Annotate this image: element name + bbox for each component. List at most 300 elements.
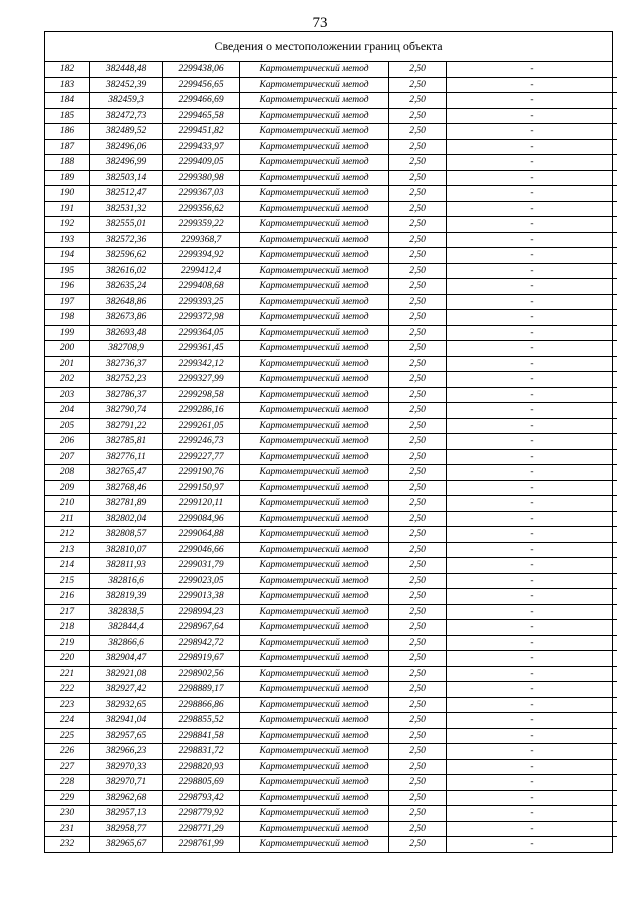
x-coordinate-cell: 382496,06: [90, 139, 163, 155]
point-number-cell: 206: [45, 434, 90, 450]
method-cell: Картометрический метод: [240, 759, 389, 775]
point-number-cell: 229: [45, 790, 90, 806]
table-row: [45, 387, 617, 403]
table-row: [45, 558, 617, 574]
note-cell: -: [447, 356, 618, 372]
table-row: [45, 806, 617, 822]
accuracy-cell: 2,50: [389, 170, 447, 186]
table-row: [45, 201, 617, 217]
accuracy-cell: 2,50: [389, 728, 447, 744]
accuracy-cell: 2,50: [389, 744, 447, 760]
y-coordinate-cell: 2299451,82: [163, 124, 240, 140]
method-cell: Картометрический метод: [240, 511, 389, 527]
method-cell: Картометрический метод: [240, 821, 389, 837]
accuracy-cell: 2,50: [389, 186, 447, 202]
y-coordinate-cell: 2299013,38: [163, 589, 240, 605]
accuracy-cell: 2,50: [389, 341, 447, 357]
point-number-cell: 186: [45, 124, 90, 140]
y-coordinate-cell: 2298902,56: [163, 666, 240, 682]
y-coordinate-cell: 2299359,22: [163, 217, 240, 233]
x-coordinate-cell: 382838,5: [90, 604, 163, 620]
y-coordinate-cell: 2298793,42: [163, 790, 240, 806]
y-coordinate-cell: 2299408,68: [163, 279, 240, 295]
table-row: [45, 372, 617, 388]
point-number-cell: 192: [45, 217, 90, 233]
point-number-cell: 225: [45, 728, 90, 744]
x-coordinate-cell: 382648,86: [90, 294, 163, 310]
accuracy-cell: 2,50: [389, 759, 447, 775]
table-row: [45, 325, 617, 341]
note-cell: -: [447, 325, 618, 341]
method-cell: Картометрический метод: [240, 372, 389, 388]
y-coordinate-cell: 2299466,69: [163, 93, 240, 109]
y-coordinate-cell: 2299456,65: [163, 77, 240, 93]
point-number-cell: 228: [45, 775, 90, 791]
method-cell: Картометрический метод: [240, 139, 389, 155]
method-cell: Картометрический метод: [240, 232, 389, 248]
accuracy-cell: 2,50: [389, 217, 447, 233]
table-row: [45, 527, 617, 543]
point-number-cell: 230: [45, 806, 90, 822]
y-coordinate-cell: 2298919,67: [163, 651, 240, 667]
method-cell: Картометрический метод: [240, 775, 389, 791]
point-number-cell: 232: [45, 837, 90, 852]
note-cell: -: [447, 77, 618, 93]
x-coordinate-cell: 382808,57: [90, 527, 163, 543]
point-number-cell: 227: [45, 759, 90, 775]
x-coordinate-cell: 382448,48: [90, 62, 163, 77]
y-coordinate-cell: 2299433,97: [163, 139, 240, 155]
x-coordinate-cell: 382790,74: [90, 403, 163, 419]
point-number-cell: 217: [45, 604, 90, 620]
method-cell: Картометрический метод: [240, 651, 389, 667]
x-coordinate-cell: 382765,47: [90, 465, 163, 481]
note-cell: -: [447, 790, 618, 806]
note-cell: -: [447, 558, 618, 574]
y-coordinate-cell: 2298761,99: [163, 837, 240, 852]
table-row: [45, 139, 617, 155]
y-coordinate-cell: 2299084,96: [163, 511, 240, 527]
table-row: [45, 403, 617, 419]
x-coordinate-cell: 382957,65: [90, 728, 163, 744]
note-cell: -: [447, 465, 618, 481]
x-coordinate-cell: 382791,22: [90, 418, 163, 434]
table-row: [45, 666, 617, 682]
accuracy-cell: 2,50: [389, 697, 447, 713]
table-row: [45, 573, 617, 589]
x-coordinate-cell: 382786,37: [90, 387, 163, 403]
method-cell: Картометрический метод: [240, 124, 389, 140]
accuracy-cell: 2,50: [389, 635, 447, 651]
point-number-cell: 201: [45, 356, 90, 372]
note-cell: -: [447, 170, 618, 186]
method-cell: Картометрический метод: [240, 248, 389, 264]
accuracy-cell: 2,50: [389, 279, 447, 295]
x-coordinate-cell: 382785,81: [90, 434, 163, 450]
method-cell: Картометрический метод: [240, 201, 389, 217]
x-coordinate-cell: 382673,86: [90, 310, 163, 326]
y-coordinate-cell: 2299380,98: [163, 170, 240, 186]
y-coordinate-cell: 2299409,05: [163, 155, 240, 171]
y-coordinate-cell: 2298771,29: [163, 821, 240, 837]
y-coordinate-cell: 2299023,05: [163, 573, 240, 589]
point-number-cell: 208: [45, 465, 90, 481]
y-coordinate-cell: 2298805,69: [163, 775, 240, 791]
x-coordinate-cell: 382844,4: [90, 620, 163, 636]
method-cell: Картометрический метод: [240, 186, 389, 202]
table-row: [45, 217, 617, 233]
accuracy-cell: 2,50: [389, 589, 447, 605]
method-cell: Картометрический метод: [240, 418, 389, 434]
table-title: Сведения о местоположении границ объекта: [45, 32, 612, 62]
note-cell: -: [447, 589, 618, 605]
accuracy-cell: 2,50: [389, 232, 447, 248]
accuracy-cell: 2,50: [389, 434, 447, 450]
y-coordinate-cell: 2299031,79: [163, 558, 240, 574]
accuracy-cell: 2,50: [389, 806, 447, 822]
point-number-cell: 219: [45, 635, 90, 651]
point-number-cell: 209: [45, 480, 90, 496]
y-coordinate-cell: 2299120,11: [163, 496, 240, 512]
method-cell: Картометрический метод: [240, 387, 389, 403]
note-cell: -: [447, 759, 618, 775]
note-cell: -: [447, 728, 618, 744]
y-coordinate-cell: 2299227,77: [163, 449, 240, 465]
method-cell: Картометрический метод: [240, 573, 389, 589]
x-coordinate-cell: 382596,62: [90, 248, 163, 264]
y-coordinate-cell: 2299327,99: [163, 372, 240, 388]
y-coordinate-cell: 2298831,72: [163, 744, 240, 760]
x-coordinate-cell: 382921,08: [90, 666, 163, 682]
method-cell: Картометрический метод: [240, 697, 389, 713]
table-row: [45, 62, 617, 77]
method-cell: Картометрический метод: [240, 263, 389, 279]
x-coordinate-cell: 382693,48: [90, 325, 163, 341]
y-coordinate-cell: 2299412,4: [163, 263, 240, 279]
x-coordinate-cell: 382958,77: [90, 821, 163, 837]
point-number-cell: 211: [45, 511, 90, 527]
method-cell: Картометрический метод: [240, 310, 389, 326]
x-coordinate-cell: 382970,33: [90, 759, 163, 775]
method-cell: Картометрический метод: [240, 77, 389, 93]
x-coordinate-cell: 382768,46: [90, 480, 163, 496]
note-cell: -: [447, 186, 618, 202]
method-cell: Картометрический метод: [240, 806, 389, 822]
note-cell: -: [447, 263, 618, 279]
table-row: [45, 744, 617, 760]
point-number-cell: 199: [45, 325, 90, 341]
method-cell: Картометрический метод: [240, 434, 389, 450]
x-coordinate-cell: 382776,11: [90, 449, 163, 465]
table-row: [45, 775, 617, 791]
y-coordinate-cell: 2298779,92: [163, 806, 240, 822]
note-cell: -: [447, 372, 618, 388]
point-number-cell: 218: [45, 620, 90, 636]
accuracy-cell: 2,50: [389, 403, 447, 419]
x-coordinate-cell: 382503,14: [90, 170, 163, 186]
point-number-cell: 220: [45, 651, 90, 667]
note-cell: -: [447, 387, 618, 403]
point-number-cell: 226: [45, 744, 90, 760]
table-row: [45, 542, 617, 558]
x-coordinate-cell: 382752,23: [90, 372, 163, 388]
note-cell: -: [447, 93, 618, 109]
note-cell: -: [447, 666, 618, 682]
point-number-cell: 191: [45, 201, 90, 217]
table-row: [45, 589, 617, 605]
y-coordinate-cell: 2299393,25: [163, 294, 240, 310]
x-coordinate-cell: 382819,39: [90, 589, 163, 605]
x-coordinate-cell: 382810,07: [90, 542, 163, 558]
point-number-cell: 203: [45, 387, 90, 403]
point-number-cell: 187: [45, 139, 90, 155]
method-cell: Картометрический метод: [240, 713, 389, 729]
x-coordinate-cell: 382736,37: [90, 356, 163, 372]
point-number-cell: 198: [45, 310, 90, 326]
accuracy-cell: 2,50: [389, 449, 447, 465]
table-row: [45, 77, 617, 93]
point-number-cell: 210: [45, 496, 90, 512]
method-cell: Картометрический метод: [240, 542, 389, 558]
point-number-cell: 185: [45, 108, 90, 124]
table-row: [45, 449, 617, 465]
point-number-cell: 216: [45, 589, 90, 605]
note-cell: -: [447, 418, 618, 434]
accuracy-cell: 2,50: [389, 511, 447, 527]
method-cell: Картометрический метод: [240, 465, 389, 481]
y-coordinate-cell: 2298889,17: [163, 682, 240, 698]
point-number-cell: 202: [45, 372, 90, 388]
point-number-cell: 197: [45, 294, 90, 310]
note-cell: -: [447, 217, 618, 233]
y-coordinate-cell: 2299342,12: [163, 356, 240, 372]
method-cell: Картометрический метод: [240, 341, 389, 357]
method-cell: Картометрический метод: [240, 604, 389, 620]
accuracy-cell: 2,50: [389, 139, 447, 155]
note-cell: -: [447, 821, 618, 837]
x-coordinate-cell: 382962,68: [90, 790, 163, 806]
point-number-cell: 215: [45, 573, 90, 589]
method-cell: Картометрический метод: [240, 62, 389, 77]
y-coordinate-cell: 2298967,64: [163, 620, 240, 636]
point-number-cell: 214: [45, 558, 90, 574]
method-cell: Картометрический метод: [240, 217, 389, 233]
note-cell: -: [447, 124, 618, 140]
y-coordinate-cell: 2299150,97: [163, 480, 240, 496]
note-cell: -: [447, 480, 618, 496]
note-cell: -: [447, 108, 618, 124]
note-cell: -: [447, 449, 618, 465]
note-cell: -: [447, 775, 618, 791]
table-row: [45, 821, 617, 837]
x-coordinate-cell: 382811,93: [90, 558, 163, 574]
accuracy-cell: 2,50: [389, 558, 447, 574]
y-coordinate-cell: 2299298,58: [163, 387, 240, 403]
note-cell: -: [447, 496, 618, 512]
accuracy-cell: 2,50: [389, 248, 447, 264]
point-number-cell: 224: [45, 713, 90, 729]
note-cell: -: [447, 542, 618, 558]
x-coordinate-cell: 382970,71: [90, 775, 163, 791]
page-number: 73: [312, 15, 328, 31]
x-coordinate-cell: 382572,36: [90, 232, 163, 248]
note-cell: -: [447, 620, 618, 636]
x-coordinate-cell: 382816,6: [90, 573, 163, 589]
accuracy-cell: 2,50: [389, 666, 447, 682]
x-coordinate-cell: 382555,01: [90, 217, 163, 233]
note-cell: -: [447, 201, 618, 217]
accuracy-cell: 2,50: [389, 77, 447, 93]
x-coordinate-cell: 382616,02: [90, 263, 163, 279]
accuracy-cell: 2,50: [389, 155, 447, 171]
point-number-cell: 212: [45, 527, 90, 543]
table-row: [45, 651, 617, 667]
accuracy-cell: 2,50: [389, 837, 447, 852]
table-row: [45, 759, 617, 775]
note-cell: -: [447, 573, 618, 589]
y-coordinate-cell: 2299046,66: [163, 542, 240, 558]
x-coordinate-cell: 382904,47: [90, 651, 163, 667]
method-cell: Картометрический метод: [240, 325, 389, 341]
point-number-cell: 183: [45, 77, 90, 93]
y-coordinate-cell: 2299361,45: [163, 341, 240, 357]
y-coordinate-cell: 2299368,7: [163, 232, 240, 248]
x-coordinate-cell: 382802,04: [90, 511, 163, 527]
table-row: [45, 294, 617, 310]
y-coordinate-cell: 2299261,05: [163, 418, 240, 434]
y-coordinate-cell: 2299356,62: [163, 201, 240, 217]
method-cell: Картометрический метод: [240, 496, 389, 512]
accuracy-cell: 2,50: [389, 821, 447, 837]
table-row: [45, 310, 617, 326]
note-cell: -: [447, 806, 618, 822]
table-row: [45, 108, 617, 124]
method-cell: Картометрический метод: [240, 155, 389, 171]
method-cell: Картометрический метод: [240, 837, 389, 852]
point-number-cell: 195: [45, 263, 90, 279]
accuracy-cell: 2,50: [389, 93, 447, 109]
note-cell: -: [447, 511, 618, 527]
accuracy-cell: 2,50: [389, 573, 447, 589]
accuracy-cell: 2,50: [389, 496, 447, 512]
note-cell: -: [447, 403, 618, 419]
point-number-cell: 213: [45, 542, 90, 558]
table-row: [45, 604, 617, 620]
method-cell: Картометрический метод: [240, 449, 389, 465]
method-cell: Картометрический метод: [240, 403, 389, 419]
y-coordinate-cell: 2298820,93: [163, 759, 240, 775]
note-cell: -: [447, 310, 618, 326]
note-cell: -: [447, 713, 618, 729]
table-row: [45, 713, 617, 729]
method-cell: Картометрический метод: [240, 744, 389, 760]
point-number-cell: 190: [45, 186, 90, 202]
x-coordinate-cell: 382489,52: [90, 124, 163, 140]
point-number-cell: 196: [45, 279, 90, 295]
table-row: [45, 511, 617, 527]
x-coordinate-cell: 382496,99: [90, 155, 163, 171]
y-coordinate-cell: 2299394,92: [163, 248, 240, 264]
x-coordinate-cell: 382635,24: [90, 279, 163, 295]
accuracy-cell: 2,50: [389, 62, 447, 77]
table-row: [45, 356, 617, 372]
table-row: [45, 248, 617, 264]
x-coordinate-cell: 382866,6: [90, 635, 163, 651]
note-cell: -: [447, 62, 618, 77]
y-coordinate-cell: 2299286,16: [163, 403, 240, 419]
method-cell: Картометрический метод: [240, 620, 389, 636]
table-row: [45, 124, 617, 140]
accuracy-cell: 2,50: [389, 480, 447, 496]
accuracy-cell: 2,50: [389, 356, 447, 372]
note-cell: -: [447, 139, 618, 155]
point-number-cell: 182: [45, 62, 90, 77]
note-cell: -: [447, 651, 618, 667]
x-coordinate-cell: 382941,04: [90, 713, 163, 729]
note-cell: -: [447, 604, 618, 620]
note-cell: -: [447, 434, 618, 450]
note-cell: -: [447, 294, 618, 310]
note-cell: -: [447, 697, 618, 713]
point-number-cell: 188: [45, 155, 90, 171]
y-coordinate-cell: 2299364,05: [163, 325, 240, 341]
point-number-cell: 200: [45, 341, 90, 357]
boundary-coordinates-table: [45, 62, 617, 852]
x-coordinate-cell: 382957,13: [90, 806, 163, 822]
point-number-cell: 193: [45, 232, 90, 248]
point-number-cell: 221: [45, 666, 90, 682]
note-cell: -: [447, 248, 618, 264]
table-row: [45, 790, 617, 806]
method-cell: Картометрический метод: [240, 93, 389, 109]
y-coordinate-cell: 2298841,58: [163, 728, 240, 744]
y-coordinate-cell: 2299246,73: [163, 434, 240, 450]
y-coordinate-cell: 2299367,03: [163, 186, 240, 202]
accuracy-cell: 2,50: [389, 124, 447, 140]
table-row: [45, 682, 617, 698]
table-row: [45, 418, 617, 434]
table-row: [45, 635, 617, 651]
accuracy-cell: 2,50: [389, 387, 447, 403]
accuracy-cell: 2,50: [389, 263, 447, 279]
y-coordinate-cell: 2299465,58: [163, 108, 240, 124]
accuracy-cell: 2,50: [389, 325, 447, 341]
accuracy-cell: 2,50: [389, 604, 447, 620]
table-row: [45, 155, 617, 171]
x-coordinate-cell: 382932,65: [90, 697, 163, 713]
accuracy-cell: 2,50: [389, 310, 447, 326]
y-coordinate-cell: 2299064,88: [163, 527, 240, 543]
accuracy-cell: 2,50: [389, 790, 447, 806]
method-cell: Картометрический метод: [240, 728, 389, 744]
y-coordinate-cell: 2298866,86: [163, 697, 240, 713]
x-coordinate-cell: 382531,32: [90, 201, 163, 217]
method-cell: Картометрический метод: [240, 558, 389, 574]
method-cell: Картометрический метод: [240, 527, 389, 543]
note-cell: -: [447, 635, 618, 651]
table-row: [45, 186, 617, 202]
y-coordinate-cell: 2298855,52: [163, 713, 240, 729]
x-coordinate-cell: 382927,42: [90, 682, 163, 698]
table-row: [45, 434, 617, 450]
x-coordinate-cell: 382781,89: [90, 496, 163, 512]
table-row: [45, 697, 617, 713]
method-cell: Картометрический метод: [240, 480, 389, 496]
x-coordinate-cell: 382459,3: [90, 93, 163, 109]
method-cell: Картометрический метод: [240, 635, 389, 651]
table-row: [45, 93, 617, 109]
accuracy-cell: 2,50: [389, 465, 447, 481]
